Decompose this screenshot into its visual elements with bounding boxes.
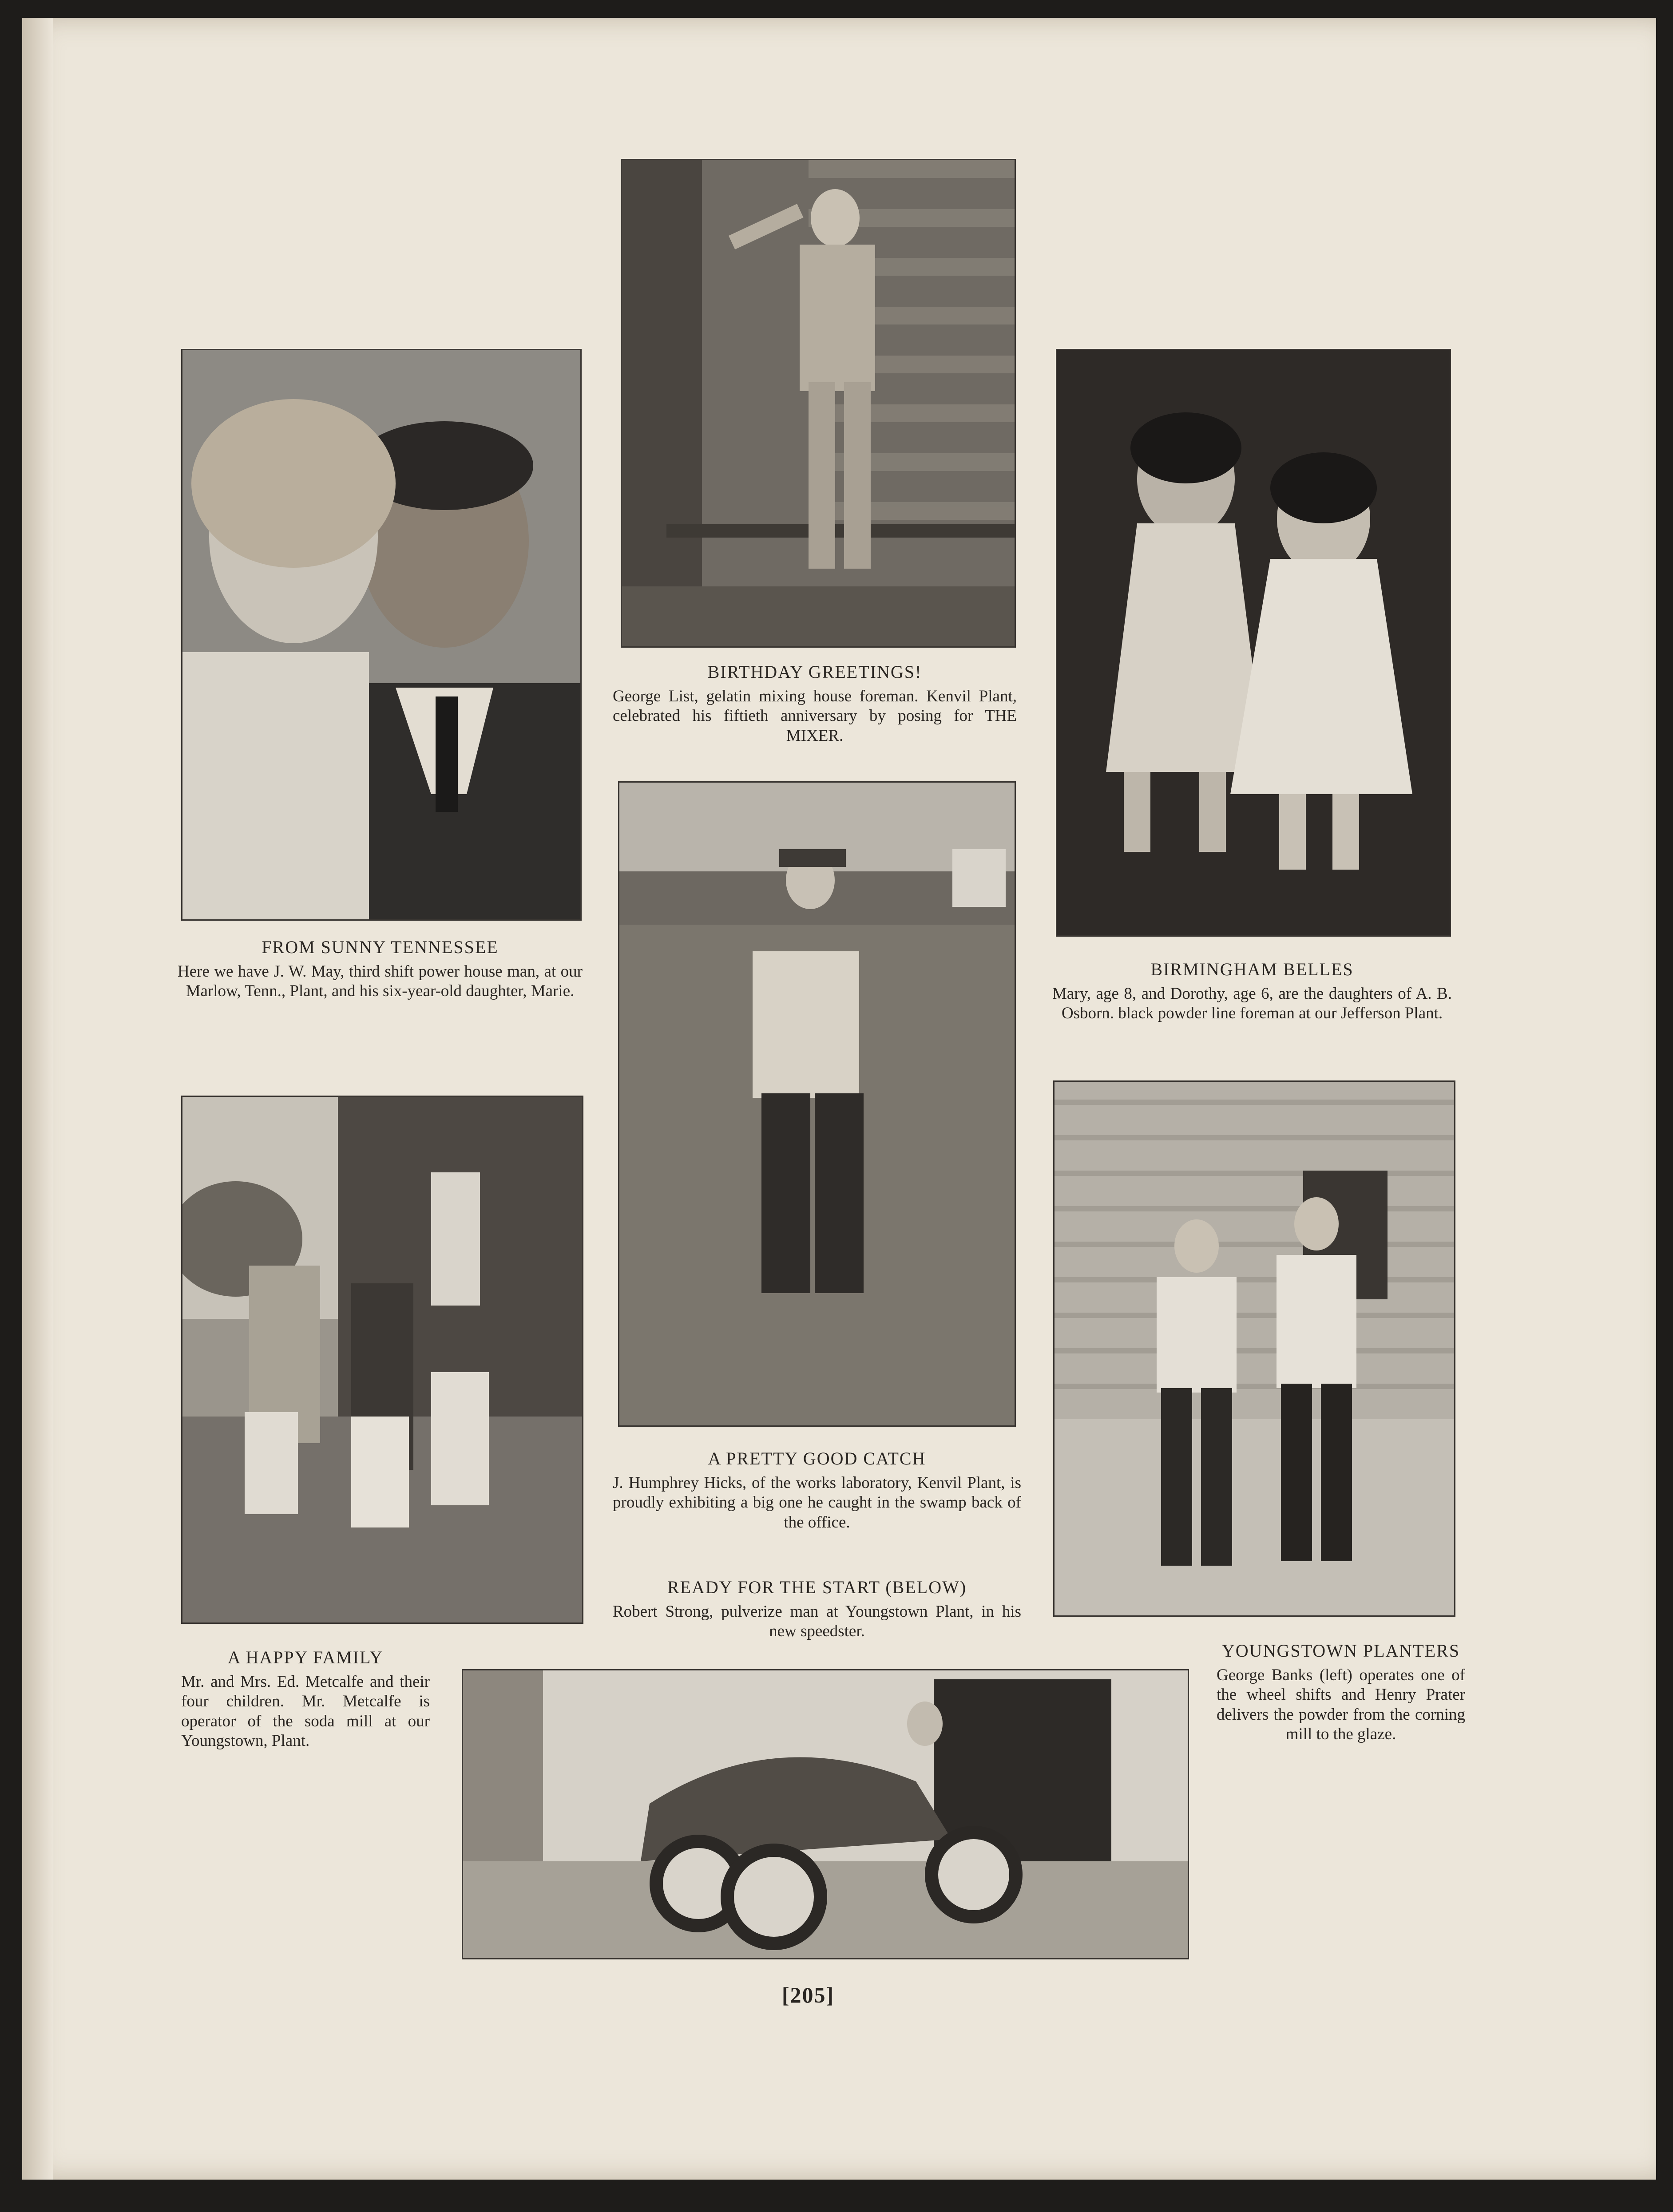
caption-body: George List, gelatin mixing house foreman. Kenvil Plant, celebrated his fiftieth anniversary by posing for THE MIXER.: [613, 687, 1017, 745]
caption-birmingham-belles: [1052, 959, 1452, 1024]
photo-humphrey-hicks: [618, 781, 1016, 1427]
caption-ready-for-the-start: [613, 1577, 1021, 1642]
photo-george-list: [621, 159, 1016, 648]
page-number: [205]: [781, 1982, 835, 2007]
caption-title: READY FOR THE START (BELOW): [667, 1577, 967, 1597]
photo-banks-prater: [1053, 1080, 1455, 1617]
caption-body: Here we have J. W. May, third shift power house man, at our Marlow, Tenn., Plant, and his six-year-old daughter, Marie.: [178, 962, 583, 1001]
caption-a-pretty-good-catch: [613, 1448, 1021, 1532]
caption-title: A HAPPY FAMILY: [227, 1647, 384, 1667]
photo-metcalfe-family: [181, 1096, 583, 1624]
caption-body: George Banks (left) operates one of the wheel shifts and Henry Prater delivers the powder from the corning mill to the glaze.: [1217, 1666, 1465, 1744]
page-gutter: [22, 18, 53, 2180]
caption-youngstown-planters: [1217, 1640, 1465, 1745]
caption-title: YOUNGSTOWN PLANTERS: [1221, 1641, 1460, 1661]
caption-body: Mary, age 8, and Dorothy, age 6, are the daughters of A. B. Osborn. black powder line foreman at our Jefferson Plant.: [1052, 985, 1452, 1023]
caption-body: Mr. and Mrs. Ed. Metcalfe and their four children. Mr. Metcalfe is operator of the soda mill at our Youngstown, Plant.: [181, 1673, 430, 1750]
caption-body: Robert Strong, pulverize man at Youngstown Plant, in his new speedster.: [613, 1603, 1021, 1641]
caption-title: BIRTHDAY GREETINGS!: [707, 662, 922, 682]
caption-a-happy-family: [181, 1647, 430, 1751]
caption-title: A PRETTY GOOD CATCH: [708, 1448, 926, 1468]
caption-title: FROM SUNNY TENNESSEE: [262, 937, 499, 957]
photo-osborn-daughters: [1056, 349, 1451, 937]
caption-title: BIRMINGHAM BELLES: [1150, 959, 1354, 979]
caption-from-sunny-tennessee: [178, 937, 583, 1001]
photo-jw-may: [181, 349, 582, 921]
photo-robert-strong-speedster: [462, 1669, 1189, 1959]
caption-birthday-greetings: [613, 661, 1017, 746]
caption-body: J. Humphrey Hicks, of the works laboratory, Kenvil Plant, is proudly exhibiting a big one he caught in the swamp back of the office.: [613, 1474, 1021, 1531]
